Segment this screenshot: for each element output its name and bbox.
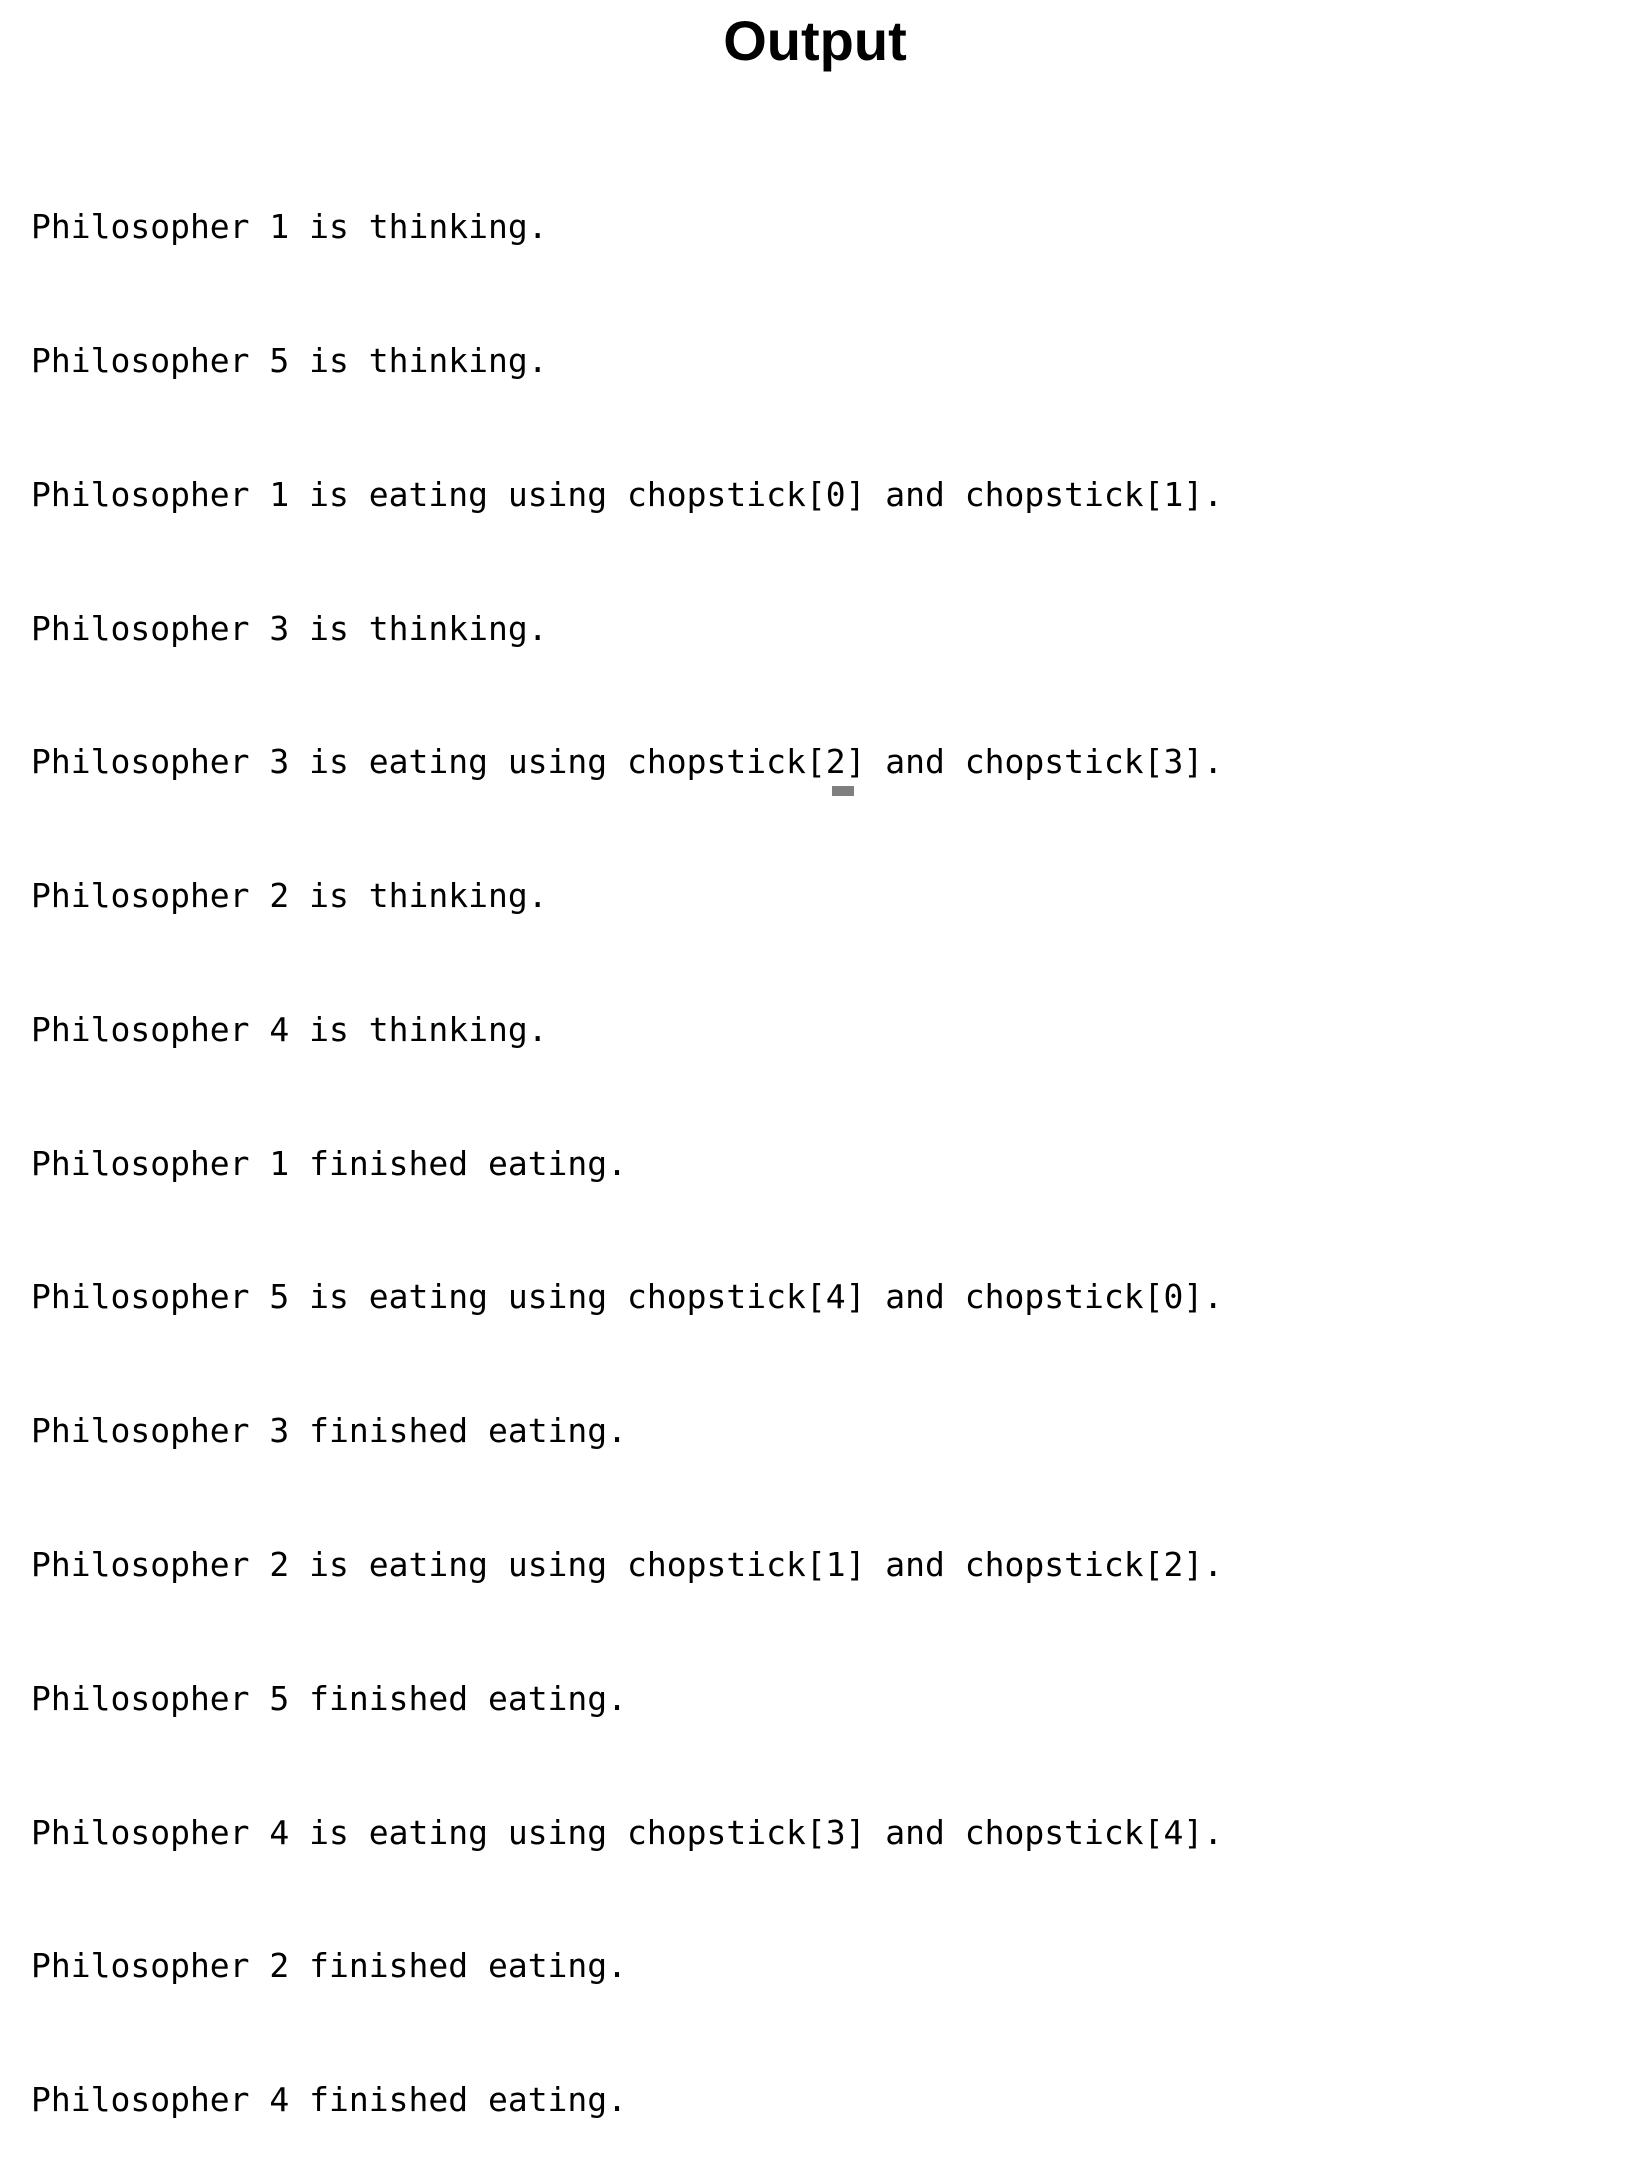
console-line: Philosopher 5 finished eating. — [31, 1678, 628, 1718]
console-line: Philosopher 1 finished eating. — [31, 1143, 628, 1183]
console-line: Philosopher 3 is eating using chopstick[2] and chopstick[3]. — [31, 742, 1224, 782]
console-line: Philosopher 2 is thinking. — [31, 876, 548, 916]
console-line: Philosopher 3 is thinking. — [31, 608, 548, 648]
console-line: Philosopher 2 is eating using chopstick[1] and chopstick[2]. — [31, 1545, 1224, 1584]
console-line: Philosopher 2 finished eating. — [31, 1946, 628, 1986]
console-line: Philosopher 1 is eating using chopstick[0] and chopstick[1]. — [31, 474, 1224, 514]
page-title: Output — [723, 9, 907, 72]
console-line: Philosopher 4 finished eating. — [31, 2080, 628, 2120]
terminal-cursor — [832, 786, 854, 796]
console-line: Philosopher 1 is thinking. — [31, 207, 548, 247]
console-output — [31, 116, 1630, 2167]
console-line: Philosopher 3 finished eating. — [31, 1411, 628, 1451]
console-line: Philosopher 4 is thinking. — [31, 1009, 548, 1049]
console-line: Philosopher 5 is eating using chopstick[4] and chopstick[0]. — [31, 1277, 1224, 1317]
console-line: Philosopher 4 is eating using chopstick[3] and chopstick[4]. — [31, 1812, 1224, 1852]
console-line: Philosopher 5 is thinking. — [31, 340, 548, 380]
